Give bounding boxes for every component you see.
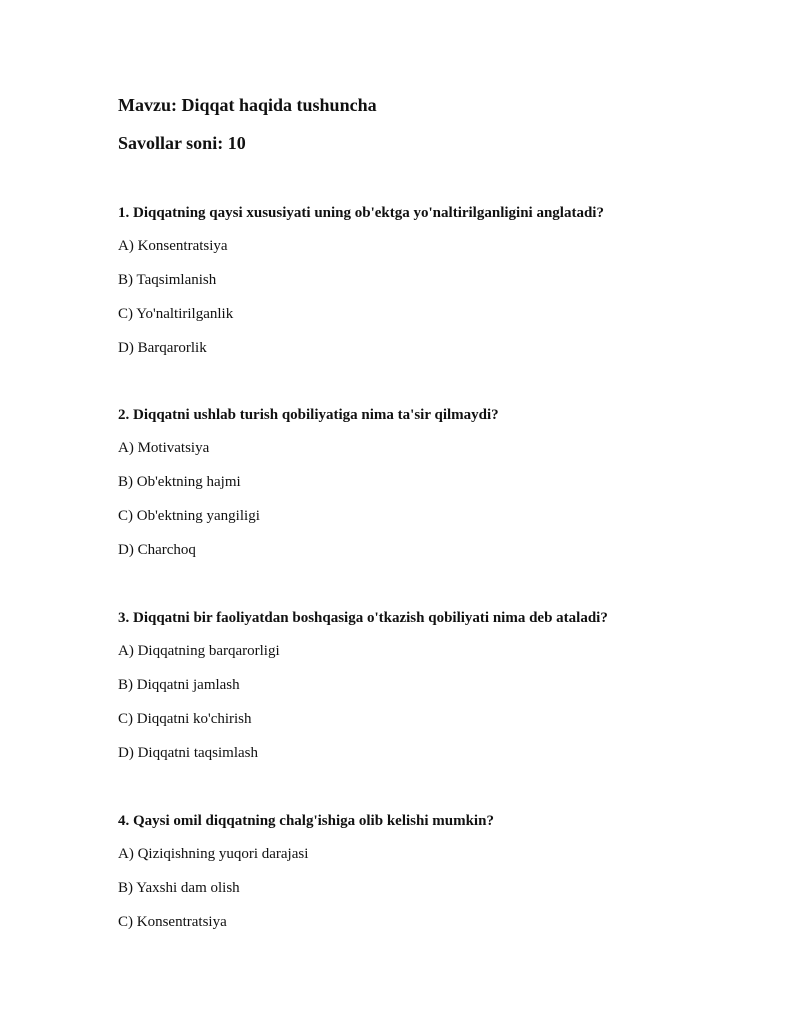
question-2 (118, 405, 758, 560)
answer-option: A) Qiziqishning yuqori darajasi (118, 846, 309, 862)
question-4 (118, 811, 758, 932)
answer-option: B) Diqqatni jamlash (118, 677, 240, 693)
answer-option: B) Ob'ektning hajmi (118, 474, 241, 490)
answer-option: C) Konsentratsiya (118, 914, 227, 930)
answer-option: C) Ob'ektning yangiligi (118, 508, 260, 524)
topic-heading: Mavzu: Diqqat haqida tushuncha (118, 95, 377, 115)
answer-option: D) Charchoq (118, 542, 196, 558)
question-3 (118, 608, 758, 763)
question-count-heading: Savollar soni: 10 (118, 133, 246, 153)
answer-option: A) Motivatsiya (118, 440, 210, 456)
question-text: 4. Qaysi omil diqqatning chalg'ishiga olib kelishi mumkin? (118, 813, 494, 829)
question-text: 2. Diqqatni ushlab turish qobiliyatiga nima ta'sir qilmaydi? (118, 407, 499, 423)
answer-option: B) Taqsimlanish (118, 272, 217, 288)
answer-option: C) Diqqatni ko'chirish (118, 711, 252, 727)
answer-option: C) Yo'naltirilganlik (118, 306, 234, 322)
question-text: 1. Diqqatning qaysi xususiyati uning ob'ektga yo'naltirilganligini anglatadi? (118, 205, 604, 221)
question-1 (118, 203, 758, 358)
answer-option: A) Diqqatning barqarorligi (118, 643, 280, 659)
answer-option: A) Konsentratsiya (118, 238, 228, 254)
answer-option: B) Yaxshi dam olish (118, 880, 240, 896)
answer-option: D) Barqarorlik (118, 340, 207, 356)
question-text: 3. Diqqatni bir faoliyatdan boshqasiga o'tkazish qobiliyati nima deb ataladi? (118, 610, 608, 626)
answer-option: D) Diqqatni taqsimlash (118, 745, 258, 761)
